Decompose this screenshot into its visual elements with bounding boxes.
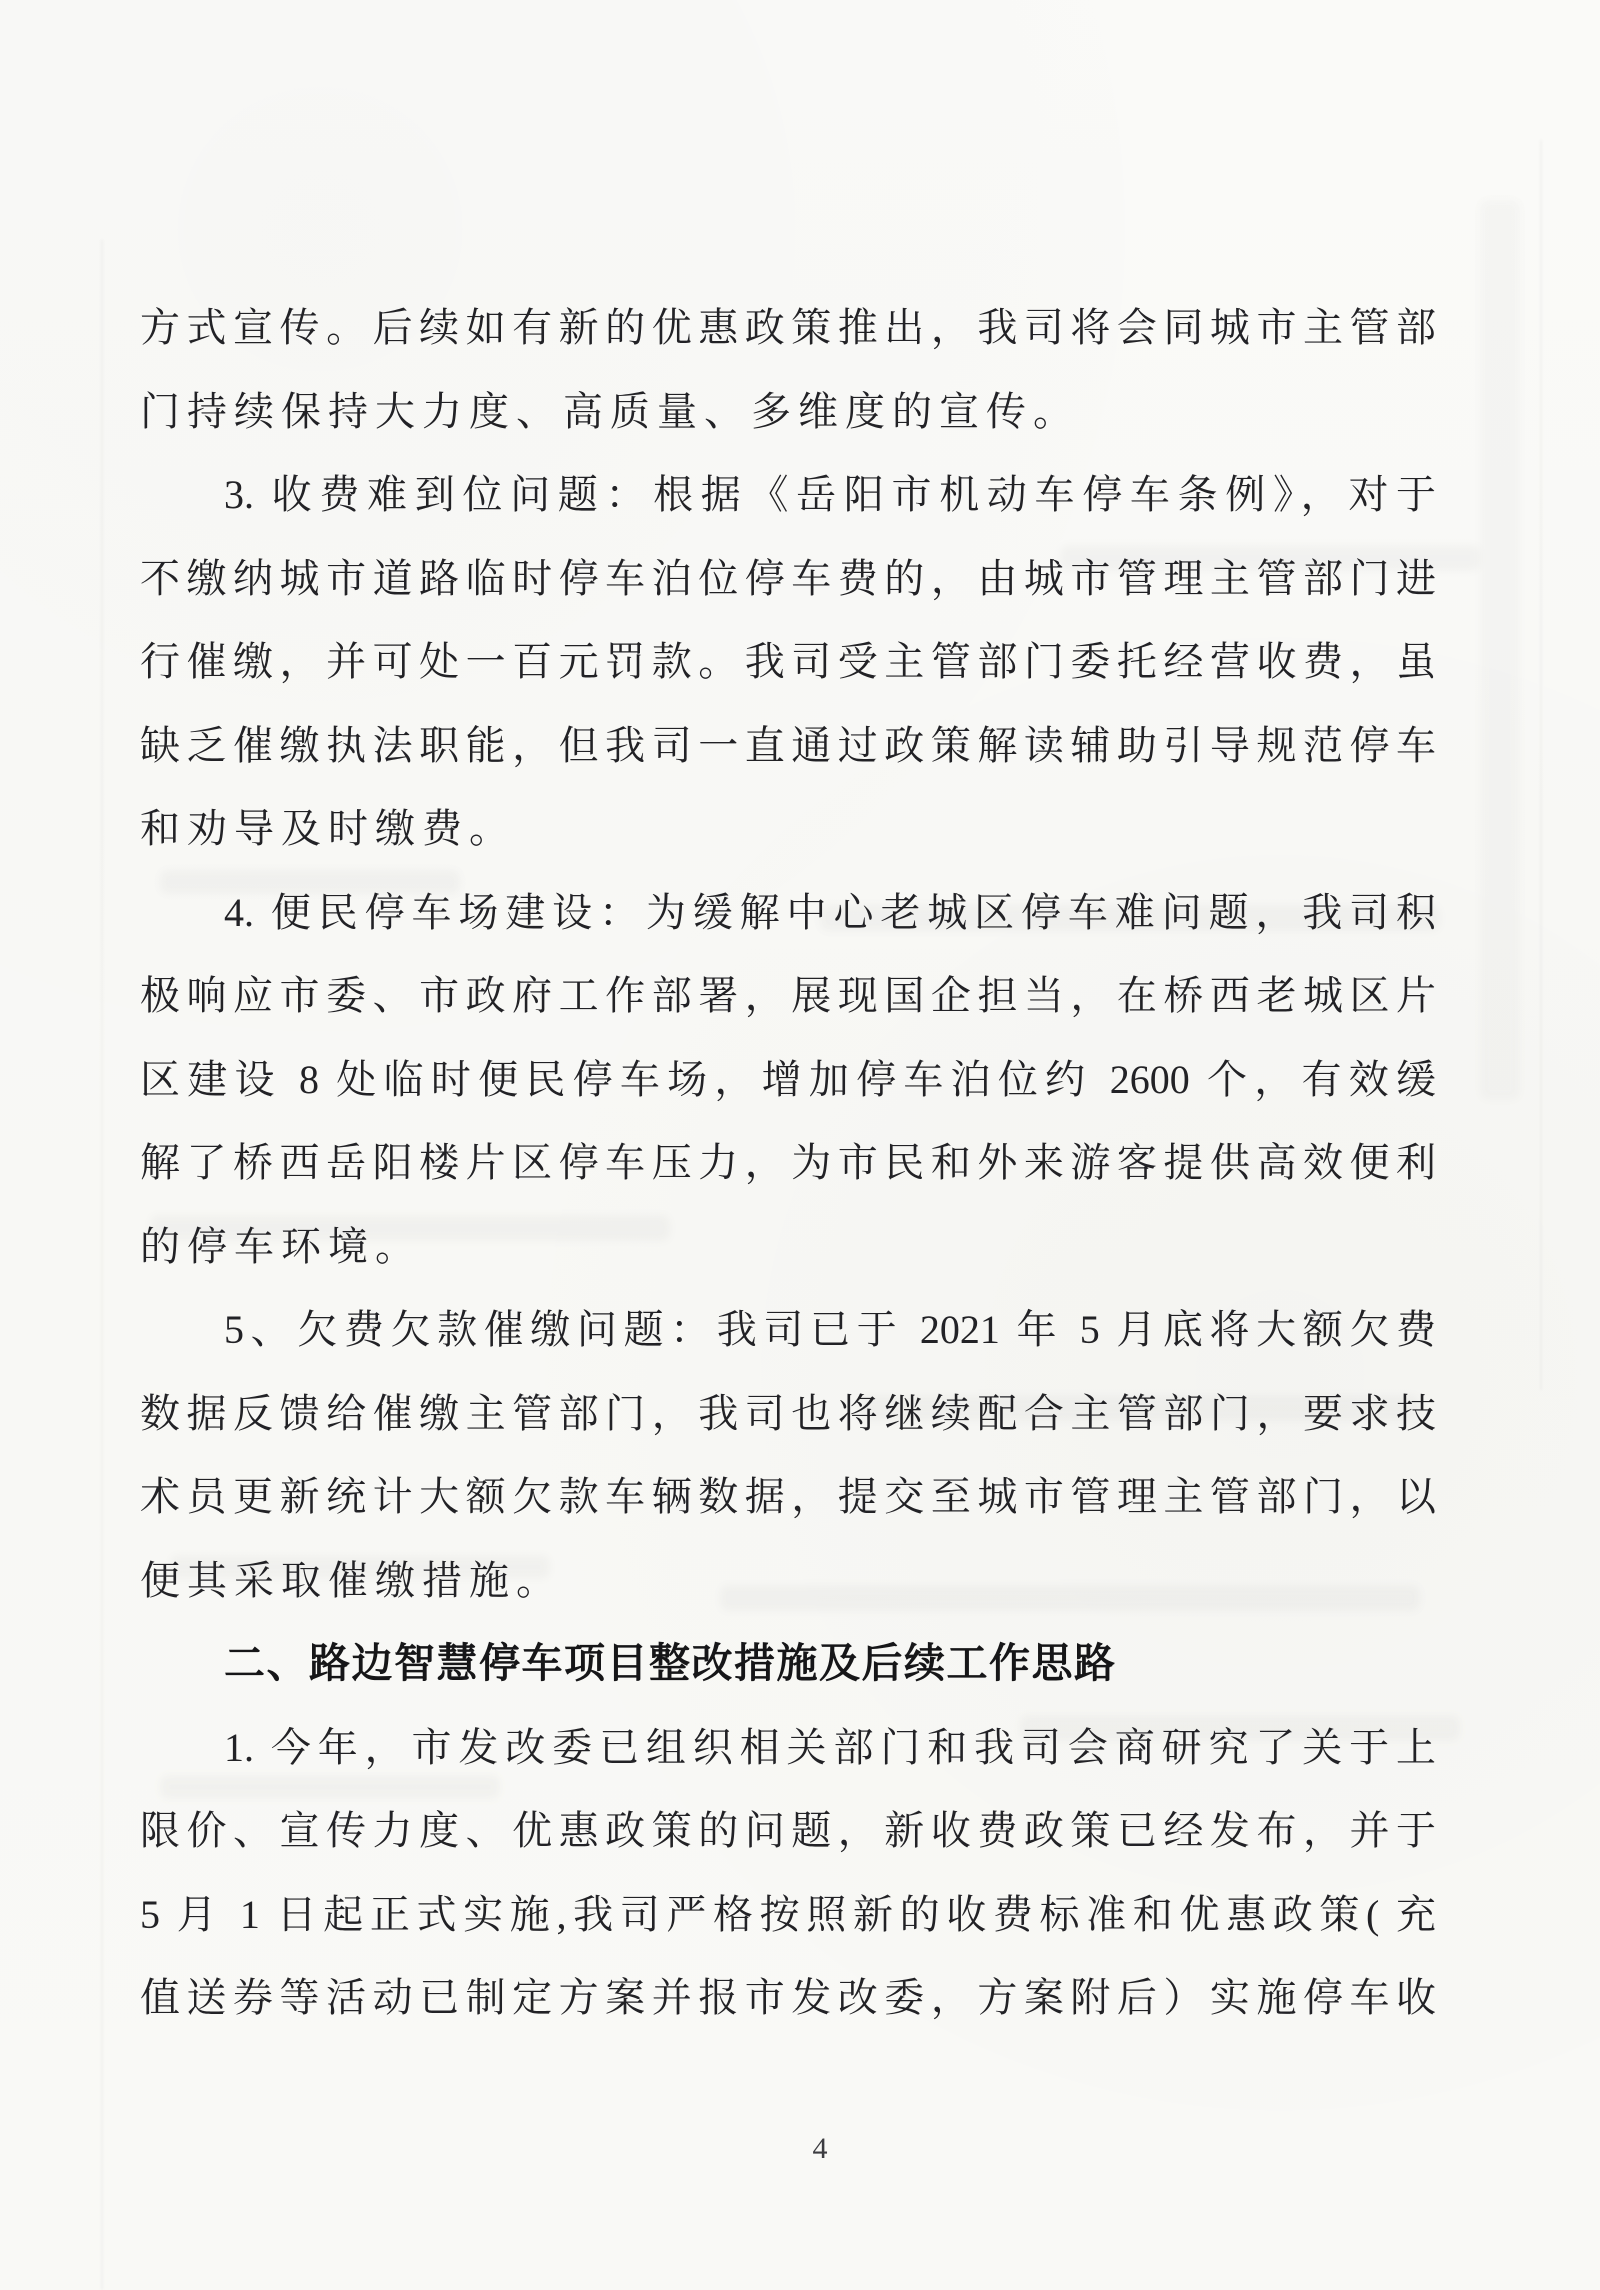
document-body [140, 286, 1436, 2040]
text-line: 限价、宣传力度、优惠政策的问题，新收费政策已经发布，并于 [140, 1808, 1436, 1853]
text-line: 值送券等活动已制定方案并报市发改委，方案附后）实施停车收 [140, 1975, 1436, 2020]
text-line: 1. 今年，市发改委已组织相关部门和我司会商研究了关于上 [224, 1724, 1436, 1770]
text-line: 5、欠费欠款催缴问题：我司已于 2021 年 5 月底将大额欠费 [224, 1307, 1436, 1352]
text-line: 不缴纳城市道路临时停车泊位停车费的，由城市管理主管部门进 [140, 555, 1436, 601]
text-line: 5 月 1 日起正式实施,我司严格按照新的收费标准和优惠政策( 充 [140, 1891, 1436, 1937]
text-line: 方式宣传。后续如有新的优惠政策推出，我司将会同城市主管部 [140, 305, 1436, 350]
section-heading: 二、路边智慧停车项目整改措施及后续工作思路 [224, 1640, 1117, 1686]
text-line: 门持续保持大力度、高质量、多维度的宣传。 [140, 388, 1080, 434]
text-line: 极响应市委、市政府工作部署，展现国企担当，在桥西老城区片 [140, 973, 1436, 1018]
text-line: 术员更新统计大额欠款车辆数据，提交至城市管理主管部门，以 [140, 1474, 1436, 1519]
text-line: 解了桥西岳阳楼片区停车压力，为市民和外来游客提供高效便利 [140, 1140, 1436, 1185]
scan-page-edge [1540, 140, 1542, 1390]
page-number: 4 [812, 2132, 828, 2165]
text-line: 的停车环境。 [140, 1223, 422, 1269]
text-line: 便其采取催缴措施。 [140, 1557, 563, 1603]
scan-crease-left [101, 240, 103, 2290]
text-line: 缺乏催缴执法职能，但我司一直通过政策解读辅助引导规范停车 [140, 722, 1436, 768]
text-line: 区建设 8 处临时便民停车场，增加停车泊位约 2600 个，有效缓 [140, 1056, 1436, 1102]
text-line: 3. 收费难到位问题：根据《岳阳市机动车停车条例》，对于 [224, 472, 1436, 517]
text-line: 和劝导及时缴费。 [140, 806, 516, 851]
text-line: 数据反馈给催缴主管部门，我司也将继续配合主管部门，要求技 [140, 1390, 1436, 1436]
text-line: 行催缴，并可处一百元罚款。我司受主管部门委托经营收费，虽 [140, 639, 1436, 684]
bleedthrough-artifact [1480, 200, 1520, 1100]
text-line: 4. 便民停车场建设：为缓解中心老城区停车难问题，我司积 [224, 889, 1436, 935]
